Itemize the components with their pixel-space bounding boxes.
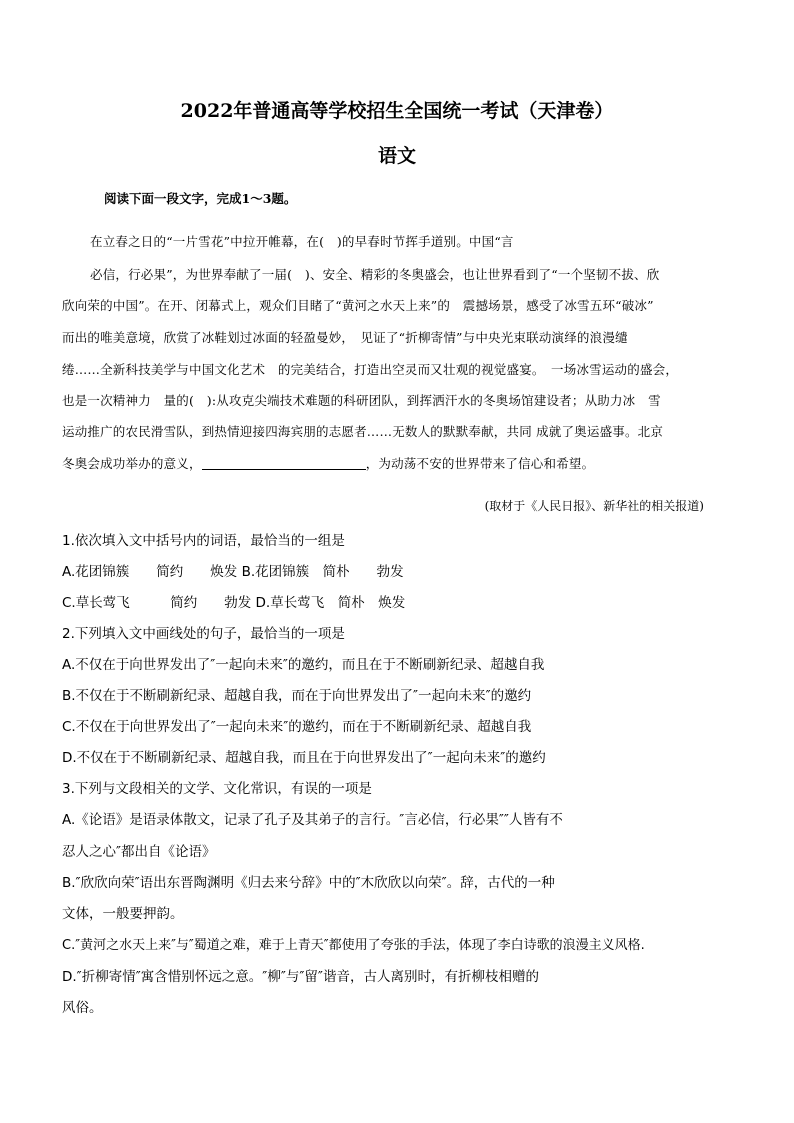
question-1-options-ab	[62, 560, 404, 580]
passage-line-8	[62, 454, 732, 472]
question-1-options-cd	[62, 591, 405, 611]
reading-instruction: 阅读下面一段文字，完成1～3题。	[104, 191, 297, 206]
question-1-stem: 1.依次填入文中括号内的词语，最恰当的一组是	[62, 533, 345, 549]
question-2-option-b: B.不仅在于不断刷新纪录、超越自我，而在于向世界发出了″一起向未来″的邀约	[62, 688, 532, 704]
question-3-option-c: C.″黄河之水天上来″与″蜀道之难，难于上青天″都使用了夸张的手法，体现了李白诗歌的浪漫主义风格.	[62, 938, 645, 953]
passage-line-6: 也是一次精神力 量的( ):从攻克尖端技术难题的科研团队，到挥洒汗水的冬奥场馆建设者；从助力冰 雪	[62, 393, 661, 408]
passage-line-2: 必信，行必果”，为世界奉献了一届( )、安全、精彩的冬奥盛会，也让世界看到了“一个坚韧不拔、欣	[90, 267, 660, 282]
question-1-option-b: B.花团锦簇 简朴 勃发	[241, 564, 404, 580]
fill-blank-underline	[202, 456, 366, 470]
passage-line-8-end: ，为动荡不安的世界带来了信心和希望。	[365, 456, 595, 471]
question-3-option-b-line-2: 文体，一般要押韵。	[62, 906, 184, 922]
source-citation: (取材于《人民日报》、新华社的相关报道)	[484, 499, 704, 513]
passage-line-3: 欣向荣的中国”。在开、闭幕式上，观众们目睹了“黄河之水天上来”的 震撼场景，感受了冰雪五环“破冰”	[62, 298, 654, 313]
question-1-option-c: C.草长莺飞 简约 勃发	[62, 595, 252, 611]
question-2-stem: 2.下列填入文中画线处的句子，最恰当的一项是	[62, 626, 345, 642]
subject-title: 语文	[377, 145, 416, 167]
passage-line-1: 在立春之日的“一片雪花”中拉开帷幕，在( )的早春时节挥手道别。中国“言	[90, 234, 514, 249]
question-1-option-a: A.花团锦簇 简约 焕发	[62, 564, 238, 580]
question-3-option-a-line-1: A.《论语》是语录体散文，记录了孔子及其弟子的言行。″言必信，行必果″″人皆有不	[62, 812, 563, 828]
question-2-option-d: D.不仅在于不断刷新纪录、超越自我，而且在于向世界发出了″一起向未来″的邀约	[62, 750, 546, 766]
question-3-option-d-line-1: D.″折柳寄情″寓含惜别怀远之意。″柳″与″留″谐音，古人离别时，有折柳枝相赠的	[62, 969, 539, 985]
question-3-option-d-line-2: 风俗。	[62, 1000, 103, 1016]
passage-line-8-start: 冬奥会成功举办的意义，	[62, 456, 202, 471]
question-1-option-d: D.草长莺飞 简朴 焕发	[255, 595, 406, 611]
exam-title: 2022年普通高等学校招生全国统一考试（天津卷）	[180, 100, 614, 122]
passage-line-5: 绻……全新科技美学与中国文化艺术 的完美结合，打造出空灵而又壮观的视觉盛宴。 一场冰雪运动的盛会，	[62, 362, 679, 377]
question-2-option-c: C.不仅在于向世界发出了″一起向未来″的邀约，而在于不断刷新纪录、超越自我	[62, 719, 532, 735]
question-3-option-b-line-1: B.″欣欣向荣″语出东晋陶渊明《归去来兮辞》中的″木欣欣以向荣″。辞，古代的一种	[62, 875, 555, 891]
question-2-option-a: A.不仅在于向世界发出了″一起向未来″的邀约，而且在于不断刷新纪录、超越自我	[62, 657, 545, 673]
question-3-stem: 3.下列与文段相关的文学、文化常识，有误的一项是	[62, 781, 372, 797]
passage-line-4: 而出的唯美意境，欣赏了冰鞋划过冰面的轻盈曼妙， 见证了“折柳寄情”与中央光束联动演绎的浪漫缱	[62, 330, 628, 345]
passage-line-7: 运动推广的农民滑雪队，到热情迎接四海宾朋的志愿者……无数人的默默奉献，共同 成就了奥运盛事。北京	[62, 424, 664, 439]
question-3-option-a-line-2: 忍人之心″都出自《论语》	[62, 844, 216, 860]
